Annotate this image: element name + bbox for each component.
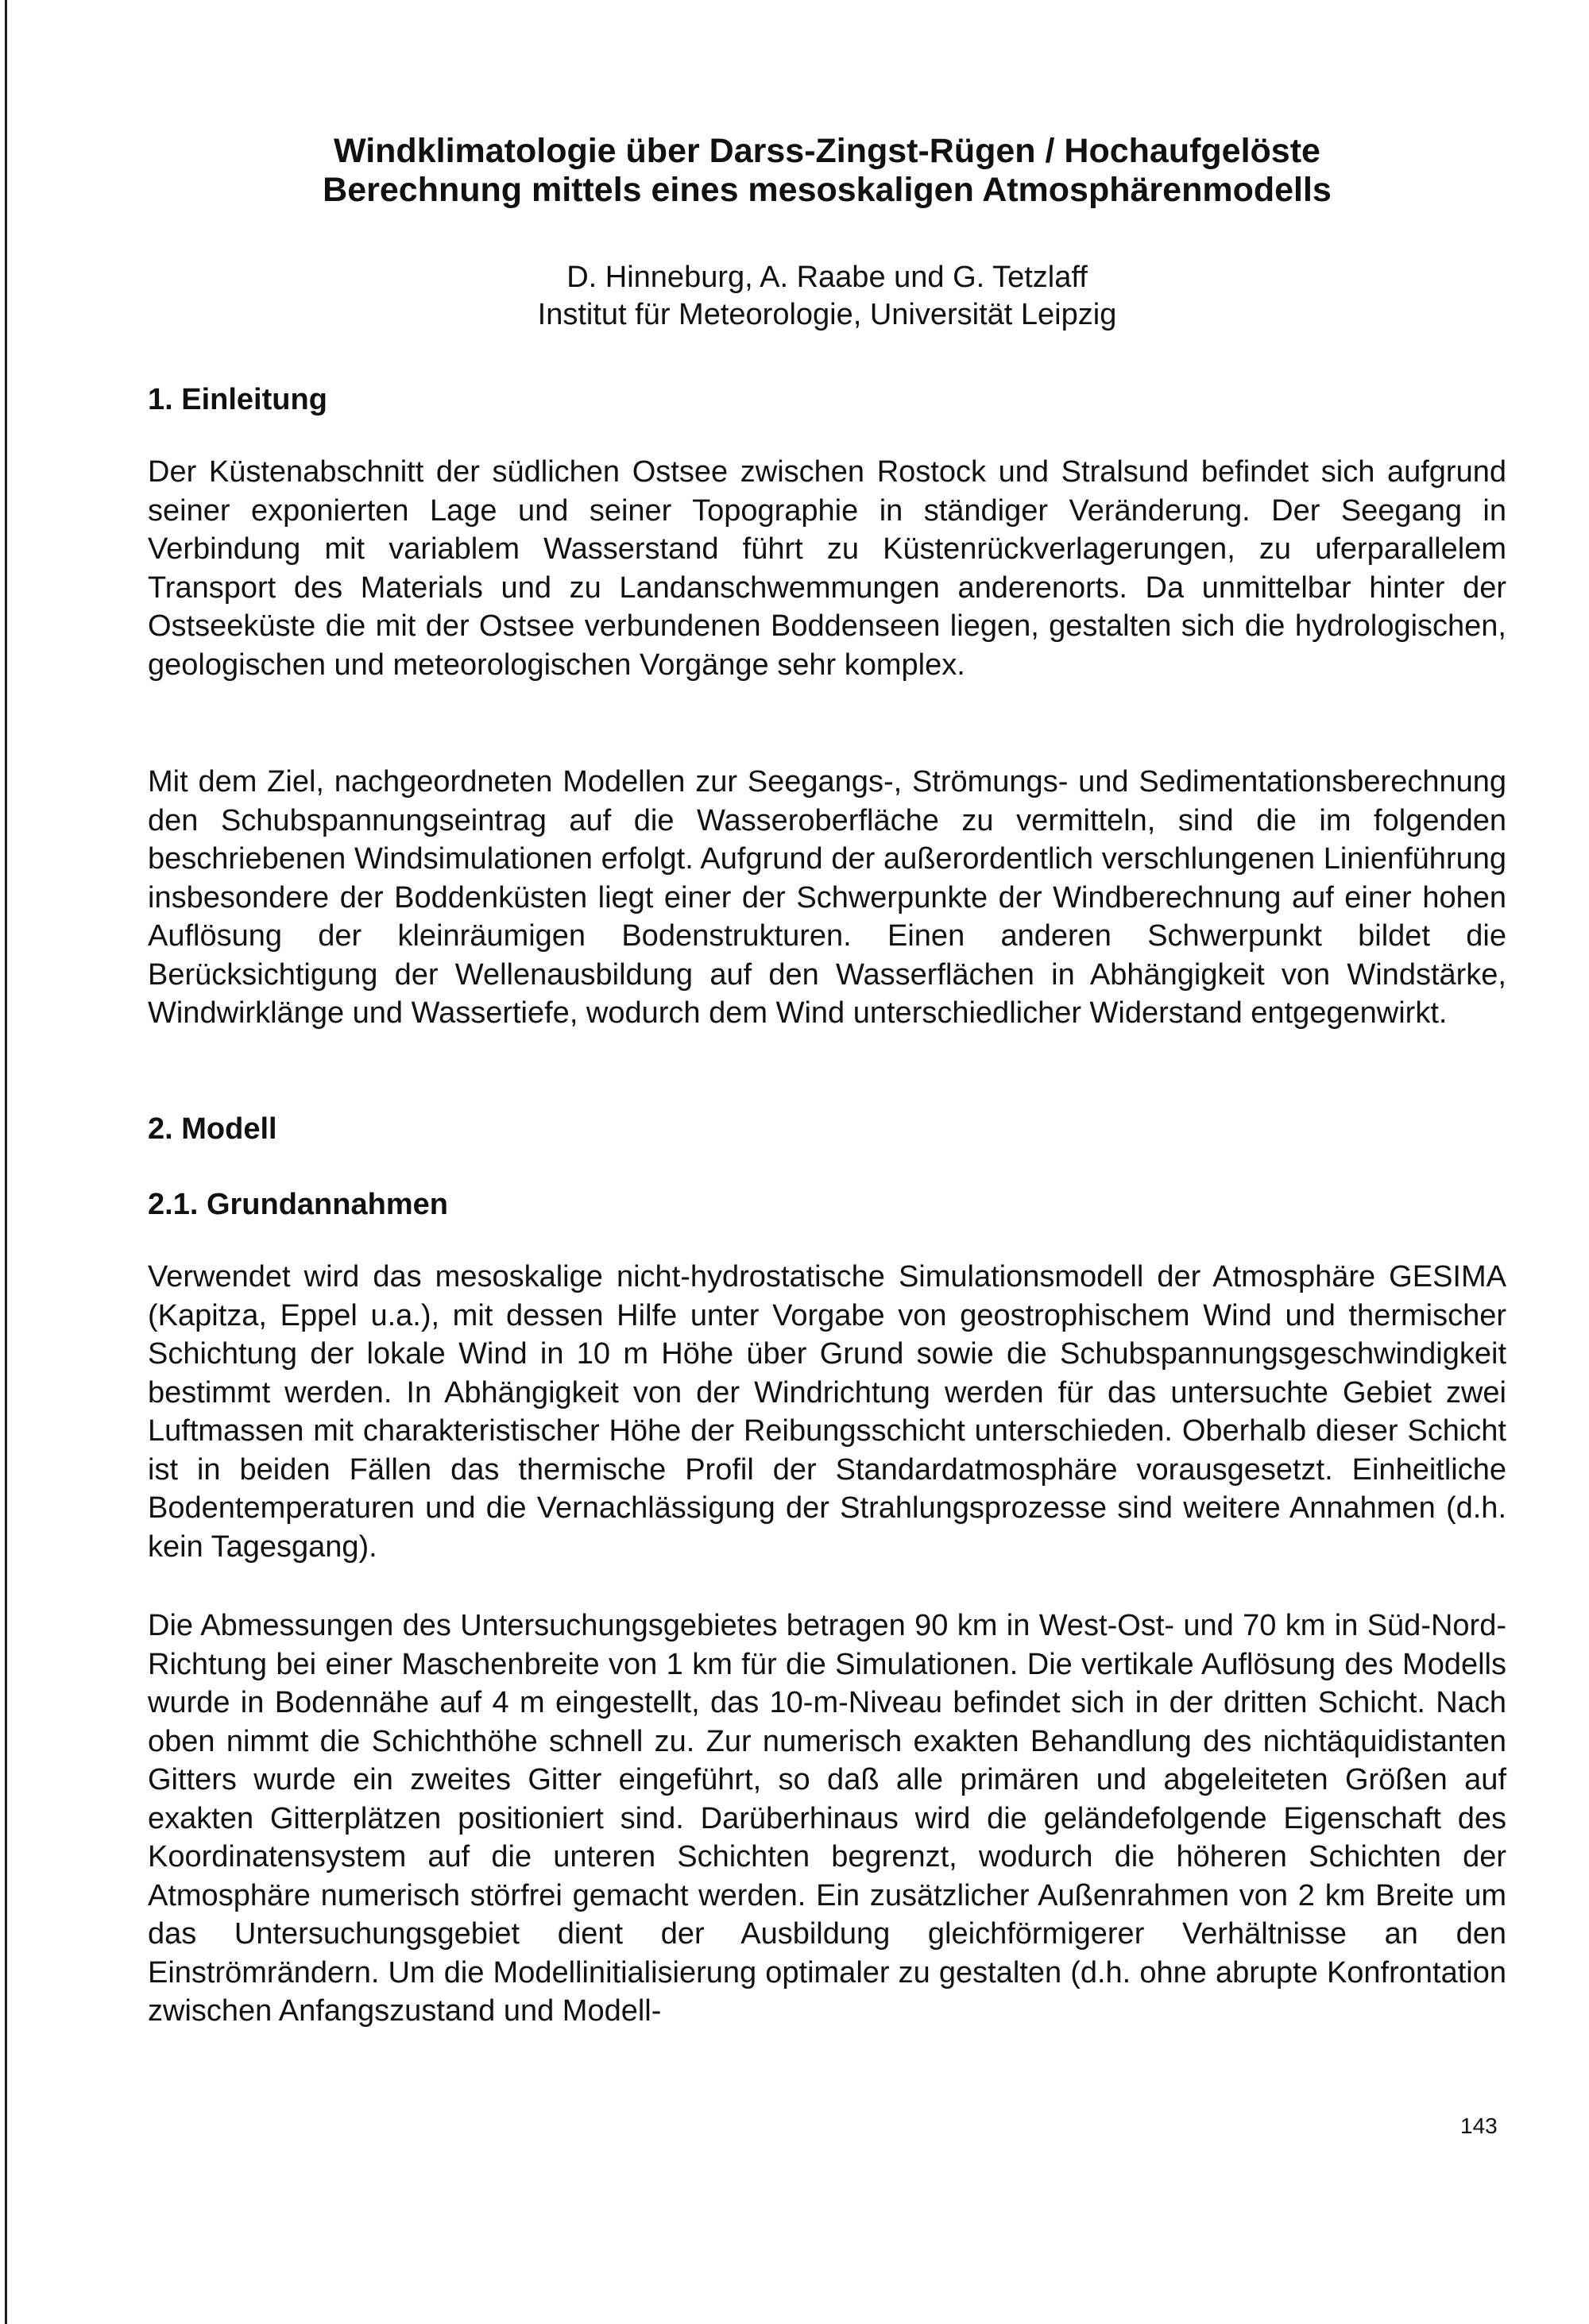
- paper-title-line-2: Berechnung mittels eines mesoskaligen Atmosphärenmodells: [323, 171, 1332, 209]
- page-number: 143: [1460, 2113, 1498, 2138]
- paragraph-grundannahmen-1: Verwendet wird das mesoskalige nicht-hydrostatische Simulationsmodell der Atmosphäre GESIMA (Kapitza, Eppel u.a.), mit dessen Hilfe unter Vorgabe von geostrophischem Wind und thermischer Schichtung der lokale Wind in 10 m Höhe über Grund sowie die Schubspannungsgeschwindigkeit bestimmt werden. In Abhängigkeit von der Windrichtung werden für das untersuchte Gebiet zwei Luftmassen mit charakteristischer Höhe der Reibungsschicht unterschieden. Oberhalb dieser Schicht ist in beiden Fällen das thermische Profil der Standardatmosphäre vorausgesetzt. Einheitliche Bodentemperaturen und die Vernachlässigung der Strahlungsprozesse sind weitere Annahmen (d.h. kein Tagesgang).: [148, 1260, 1506, 1564]
- author-block: [148, 259, 1506, 334]
- paragraph-einleitung-2: Mit dem Ziel, nachgeordneten Modellen zur Seegangs-, Strömungs- und Sedimentationsberechnung den Schubspannungseintrag auf die Wasseroberfläche zu vermitteln, sind die im folgenden beschriebenen Windsimulationen erfolgt. Aufgrund der außerordentlich verschlungenen Linienführung insbesondere der Boddenküsten liegt einer der Schwerpunkte der Windberechnung auf einer hohen Auflösung der kleinräumigen Bodenstrukturen. Einen anderen Schwerpunkt bildet die Berücksichtigung der Wellenausbildung auf den Wasserflächen in Abhängigkeit von Windstärke, Windwirklänge und Wassertiefe, wodurch dem Wind unterschiedlicher Widerstand entgegenwirkt.: [148, 765, 1506, 1030]
- section-heading-modell: 2. Modell: [148, 1112, 277, 1146]
- paper-title-line-1: Windklimatologie über Darss-Zingst-Rügen / Hochaufgelöste: [334, 132, 1320, 170]
- paper-title: [148, 132, 1506, 210]
- author-names: D. Hinneburg, A. Raabe und G. Tetzlaff: [566, 261, 1088, 294]
- author-affiliation: Institut für Meteorologie, Universität Leipzig: [537, 298, 1117, 331]
- page-edge-line: [5, 0, 7, 2324]
- section-heading-einleitung: 1. Einleitung: [148, 383, 327, 416]
- paragraph-einleitung-1: Der Küstenabschnitt der südlichen Ostsee zwischen Rostock und Stralsund befindet sich aufgrund seiner exponierten Lage und seiner Topographie in ständiger Veränderung. Der Seegang in Verbindung mit variablem Wasserstand führt zu Küstenrückverlagerungen, zu uferparallelem Transport des Materials und zu Landanschwemmungen anderenorts. Da unmittelbar hinter der Ostseeküste die mit der Ostsee verbundenen Boddenseen liegen, gestalten sich die hydrologischen, geologischen und meteorologischen Vorgänge sehr komplex.: [148, 455, 1506, 682]
- section-heading-grundannahmen: 2.1. Grundannahmen: [148, 1188, 448, 1221]
- paragraph-grundannahmen-2: Die Abmessungen des Untersuchungsgebietes betragen 90 km in West-Ost- und 70 km in Süd-Nord-Richtung bei einer Maschenbreite von 1 km für die Simulationen. Die vertikale Auflösung des Modells wurde in Bodennähe auf 4 m eingestellt, das 10-m-Niveau befindet sich in der dritten Schicht. Nach oben nimmt die Schichthöhe schnell zu. Zur numerisch exakten Behandlung des nichtäquidistanten Gitters wurde ein zweites Gitter eingeführt, so daß alle primären und abgeleiteten Größen auf exakten Gitterplätzen positioniert sind. Darüberhinaus wird die geländefolgende Eigenschaft des Koordinatensystem auf die unteren Schichten begrenzt, wodurch die höheren Schichten der Atmosphäre numerisch störfrei gemacht werden. Ein zusätzlicher Außenrahmen von 2 km Breite um das Untersuchungsgebiet dient der Ausbildung gleichförmigerer Verhältnisse an den Einströmrändern. Um die Modellinitialisierung optimaler zu gestalten (d.h. ohne abrupte Konfrontation zwischen Anfangszustand und Modell-: [148, 1609, 1506, 2028]
